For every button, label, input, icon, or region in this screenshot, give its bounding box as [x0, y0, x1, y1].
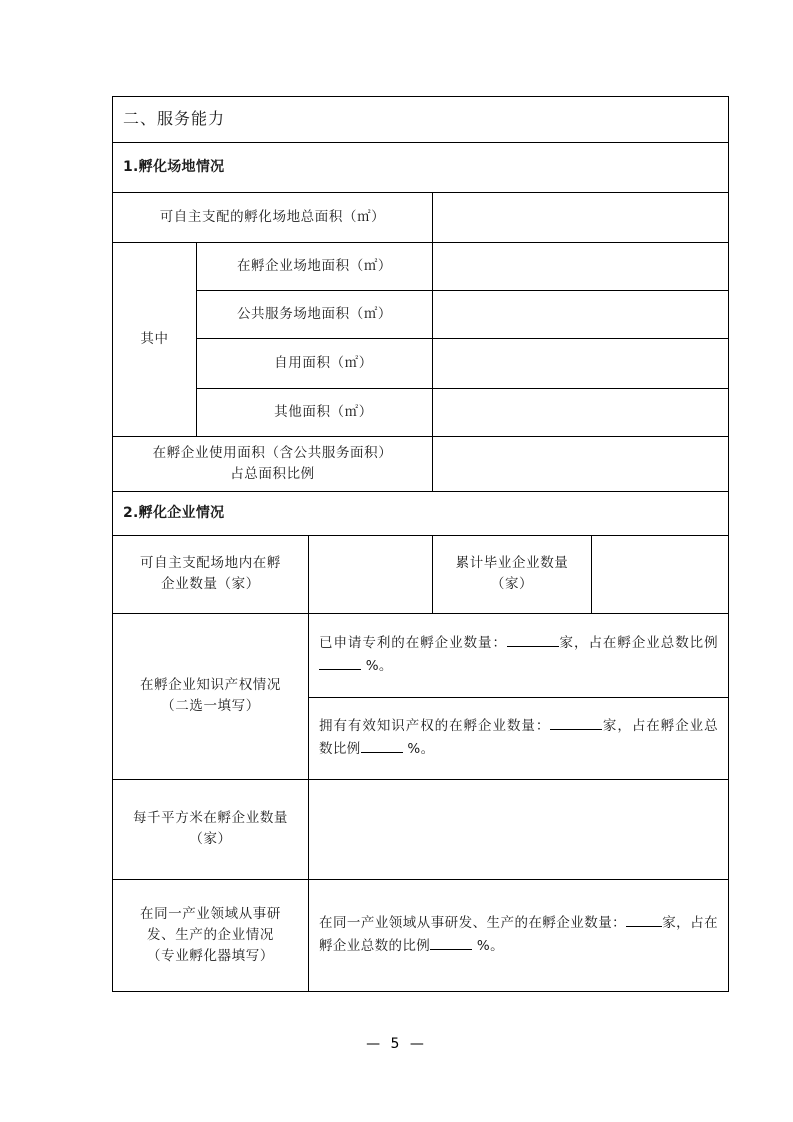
- in-site-count-label: [113, 547, 308, 601]
- service-capability-form: [112, 96, 729, 992]
- other-area-value: [433, 396, 728, 429]
- incubating-area-label-cell: [197, 243, 433, 291]
- area-ratio-label-line2: 占总面积比例: [230, 465, 315, 482]
- same-industry-label-cell: [113, 879, 309, 991]
- area-ratio-label: [113, 437, 432, 491]
- page-number: — 5 —: [366, 1036, 427, 1052]
- self-use-area-value-field[interactable]: [433, 339, 729, 389]
- subgroup-label-cell: [113, 243, 197, 437]
- page-title: 二、服务能力: [123, 109, 226, 129]
- public-service-area-value-field[interactable]: [433, 291, 729, 339]
- same-industry-label-line1: 在同一产业领域从事研: [140, 905, 281, 922]
- ip-patent-cell[interactable]: [309, 613, 729, 697]
- table-row-same-industry: [113, 879, 729, 991]
- ip-patent-text-part3: %。: [365, 658, 393, 675]
- area-ratio-value: [433, 447, 728, 480]
- subsection-2-heading: 2.孵化企业情况: [123, 504, 225, 521]
- table-row-incubating-area: [113, 243, 729, 291]
- table-row-density: [113, 779, 729, 879]
- graduated-count-value-field[interactable]: [592, 535, 729, 613]
- table-row-enterprise-counts: [113, 535, 729, 613]
- ip-patent-text: [309, 623, 728, 688]
- in-site-count-value: [309, 558, 432, 591]
- total-area-label: 可自主支配的孵化场地总面积（㎡）: [159, 209, 386, 226]
- total-area-value: [433, 201, 728, 234]
- density-label-line2: （家）: [189, 831, 232, 848]
- ip-patent-text-part2: 家，占在孵企业总数比例: [558, 634, 719, 651]
- subsection-2-heading-cell: [113, 491, 729, 535]
- ip-label-line2: （二选一填写）: [161, 698, 260, 715]
- ip-patent-ratio-blank[interactable]: [319, 669, 361, 670]
- density-label-cell: [113, 779, 309, 879]
- density-label: [113, 802, 308, 856]
- ip-valid-text-part2: 家，占在孵企业总数比例: [319, 717, 719, 758]
- table-row-section-title: [113, 97, 729, 143]
- ip-label-line1: 在孵企业知识产权情况: [140, 677, 281, 694]
- self-use-area-label: 自用面积（㎡）: [274, 355, 373, 372]
- graduated-count-label-line2: （家）: [490, 576, 534, 593]
- ip-valid-count-blank[interactable]: [550, 729, 602, 730]
- ip-label-cell: [113, 613, 309, 779]
- graduated-count-label: [433, 547, 591, 601]
- in-site-count-label-cell: [113, 535, 309, 613]
- area-ratio-label-line1: 在孵企业使用面积（含公共服务面积）: [152, 445, 393, 461]
- table-row-total-area: [113, 193, 729, 243]
- ip-valid-cell[interactable]: [309, 697, 729, 779]
- self-use-area-value: [433, 347, 728, 380]
- same-industry-cell[interactable]: [309, 879, 729, 991]
- in-site-count-label-line1: 可自主支配场地内在孵: [140, 555, 281, 572]
- density-label-line1: 每千平方米在孵企业数量: [132, 810, 289, 827]
- ip-patent-count-blank[interactable]: [507, 646, 559, 647]
- density-value: [309, 813, 728, 846]
- in-site-count-value-field[interactable]: [309, 535, 433, 613]
- graduated-count-label-cell: [433, 535, 592, 613]
- same-industry-label-line3: （专业孵化器填写）: [147, 947, 274, 964]
- public-service-area-label: 公共服务场地面积（㎡）: [236, 306, 393, 323]
- subgroup-label: 其中: [140, 331, 169, 348]
- public-service-area-label-cell: [197, 291, 433, 339]
- table-row-other-area: [113, 389, 729, 437]
- same-industry-label: [113, 898, 308, 973]
- ip-valid-ratio-blank[interactable]: [361, 752, 403, 753]
- total-area-label-cell: [113, 193, 433, 243]
- public-service-area-value: [433, 298, 728, 331]
- ip-valid-text-part1: 拥有有效知识产权的在孵企业数量：: [319, 717, 551, 734]
- graduated-count-label-line1: 累计毕业企业数量: [455, 555, 569, 572]
- subsection-1-heading-cell: [113, 143, 729, 193]
- table-row-subsection-1: [113, 143, 729, 193]
- graduated-count-value: [592, 558, 728, 591]
- ip-valid-text-part3: %。: [407, 741, 435, 758]
- incubating-area-label: 在孵企业场地面积（㎡）: [236, 258, 393, 275]
- ip-patent-text-part1: 已申请专利的在孵企业数量：: [319, 634, 507, 651]
- in-site-count-label-line2: 企业数量（家）: [161, 576, 260, 593]
- table-row-self-use-area: [113, 339, 729, 389]
- incubating-area-value: [433, 250, 728, 283]
- same-industry-text-part2: 家，占在孵企业总数的比例: [319, 914, 719, 955]
- same-industry-text-part3: %。: [476, 938, 505, 955]
- section-title-cell: [113, 97, 729, 143]
- table-row-ip-patent: [113, 613, 729, 697]
- self-use-area-label-cell: [197, 339, 433, 389]
- same-industry-text-part1: 在同一产业领域从事研发、生产的在孵企业数量：: [319, 914, 627, 931]
- ip-valid-text: [309, 706, 728, 771]
- other-area-value-field[interactable]: [433, 389, 729, 437]
- incubating-area-value-field[interactable]: [433, 243, 729, 291]
- area-ratio-value-field[interactable]: [433, 437, 729, 492]
- subsection-1-heading: 1.孵化场地情况: [123, 158, 225, 175]
- other-area-label-cell: [197, 389, 433, 437]
- other-area-label: 其他面积（㎡）: [274, 404, 373, 421]
- table-row-subsection-2: [113, 491, 729, 535]
- density-value-field[interactable]: [309, 779, 729, 879]
- table-row-area-ratio: [113, 437, 729, 492]
- total-area-value-field[interactable]: [433, 193, 729, 243]
- area-ratio-label-cell: [113, 437, 433, 492]
- same-industry-text: [309, 903, 728, 968]
- table-row-public-service-area: [113, 291, 729, 339]
- ip-label: [113, 669, 308, 723]
- same-industry-label-line2: 发、生产的企业情况: [147, 926, 274, 943]
- same-industry-ratio-blank[interactable]: [430, 949, 472, 950]
- same-industry-count-blank[interactable]: [626, 926, 662, 927]
